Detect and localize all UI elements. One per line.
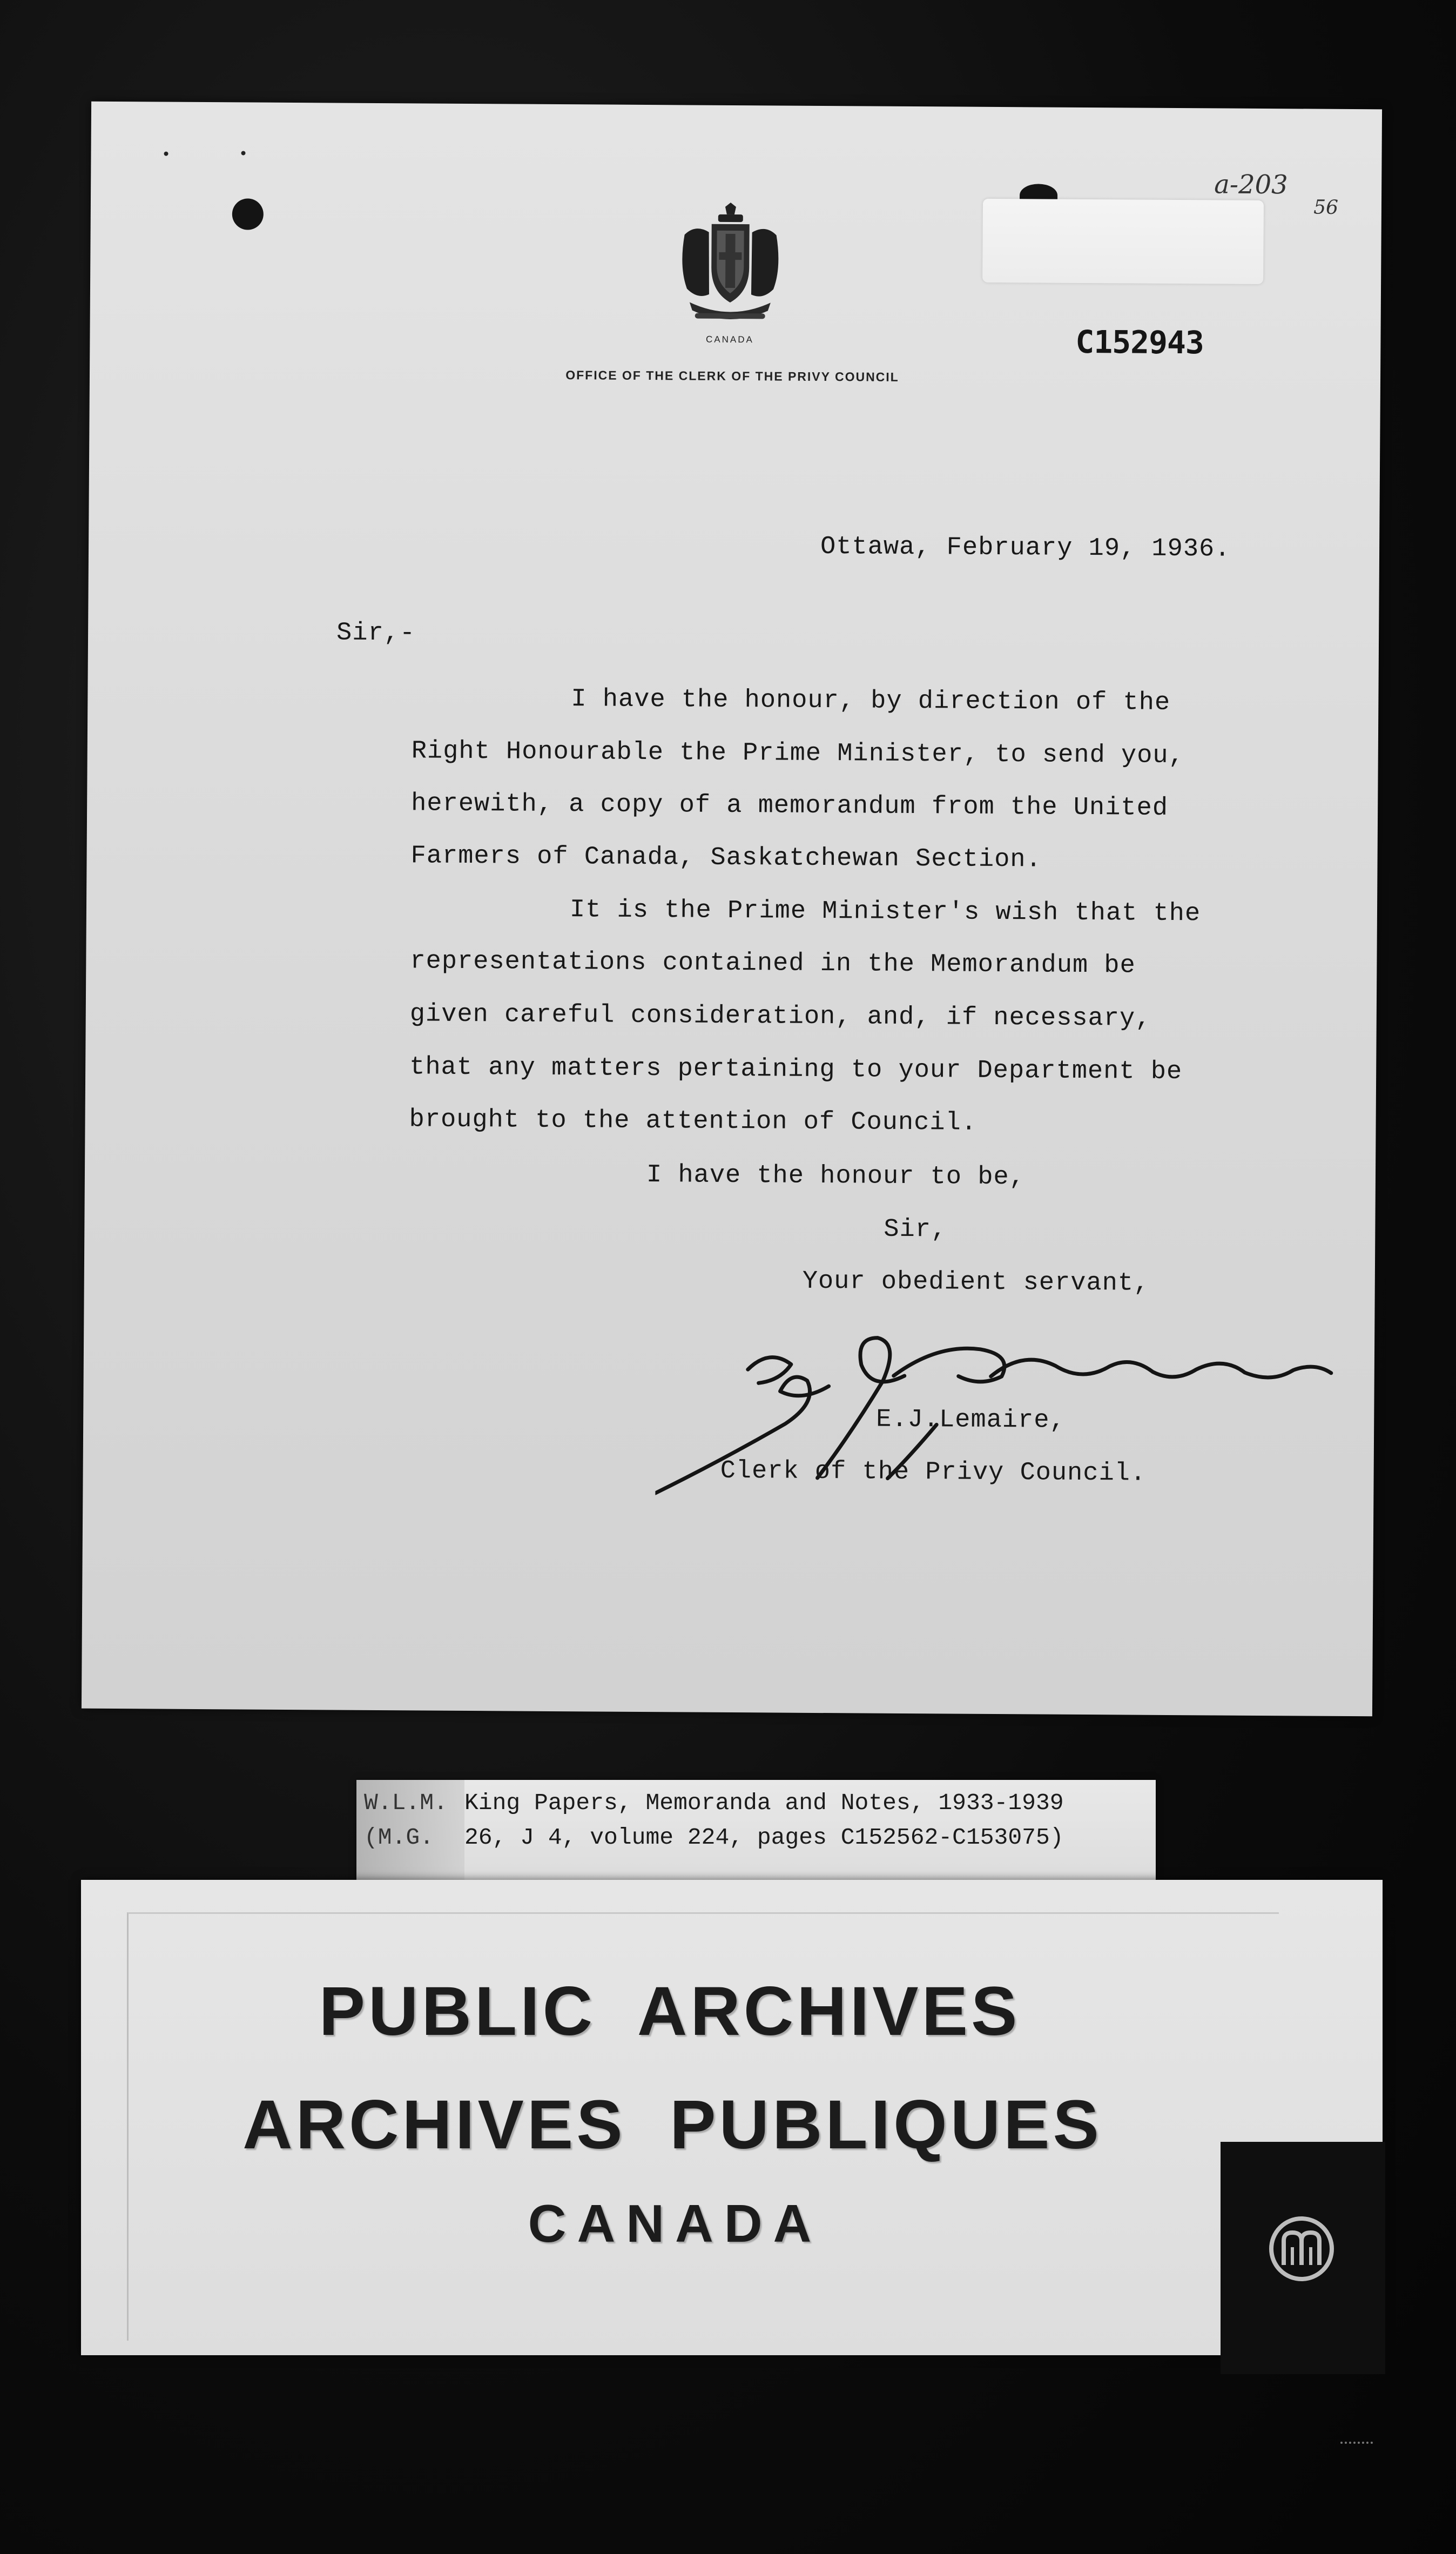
- board-country: CANADA: [528, 2194, 823, 2253]
- archival-reference-label: [356, 1780, 1156, 1888]
- label-volume-line: 26, J 4, volume 224, pages C152562-C153075): [464, 1824, 1064, 1851]
- handwritten-note-line2: 56: [1313, 196, 1339, 219]
- body-line: brought to the attention of Council.: [409, 1105, 978, 1138]
- paper-speck: [241, 151, 246, 155]
- body-line: herewith, a copy of a memorandum from the United: [411, 789, 1169, 823]
- coat-of-arms-icon: [673, 202, 787, 343]
- signatory-name: E.J.Lemaire,: [876, 1405, 1066, 1435]
- letterhead-office: OFFICE OF THE CLERK OF THE PRIVY COUNCIL: [565, 368, 899, 384]
- salutation: Sir,-: [336, 619, 416, 648]
- crest-caption: CANADA: [705, 334, 754, 345]
- label-prefix: W.L.M.: [364, 1790, 448, 1816]
- board-title-french: ARCHIVES PUBLIQUES: [242, 2086, 1102, 2163]
- body-line: I have the honour, by direction of the: [571, 685, 1171, 717]
- label-prefix: (M.G.: [364, 1824, 434, 1851]
- reference-number: C152943: [1075, 323, 1204, 361]
- body-line: Farmers of Canada, Saskatchewan Section.: [410, 842, 1042, 875]
- closing-line: Sir,: [884, 1215, 947, 1245]
- handwritten-file-note: [1214, 169, 1355, 228]
- body-line: that any matters pertaining to your Department be: [409, 1053, 1183, 1087]
- handwritten-note-line1: a-203: [1214, 169, 1288, 200]
- board-title-english: PUBLIC ARCHIVES: [319, 1973, 1021, 2050]
- microfilm-logo-icon: [1266, 2214, 1337, 2284]
- archives-title-board: [81, 1880, 1383, 2355]
- frame-corner-mark: [1340, 2442, 1373, 2451]
- closing-line: I have the honour to be,: [646, 1161, 1026, 1192]
- punch-hole: [232, 198, 264, 230]
- label-collection-line: King Papers, Memoranda and Notes, 1933-1939: [464, 1790, 1064, 1816]
- paper-speck: [164, 152, 168, 156]
- body-line: It is the Prime Minister's wish that the: [569, 896, 1201, 929]
- body-line: given careful consideration, and, if necessary,: [409, 1000, 1151, 1033]
- dateline: Ottawa, February 19, 1936.: [820, 532, 1231, 564]
- closing-line: Your obedient servant,: [802, 1267, 1150, 1298]
- body-line: representations contained in the Memorandum be: [410, 947, 1136, 980]
- letter-sheet: [82, 102, 1382, 1717]
- body-line: Right Honourable the Prime Minister, to send you,: [411, 737, 1184, 771]
- signatory-title: Clerk of the Privy Council.: [720, 1456, 1147, 1488]
